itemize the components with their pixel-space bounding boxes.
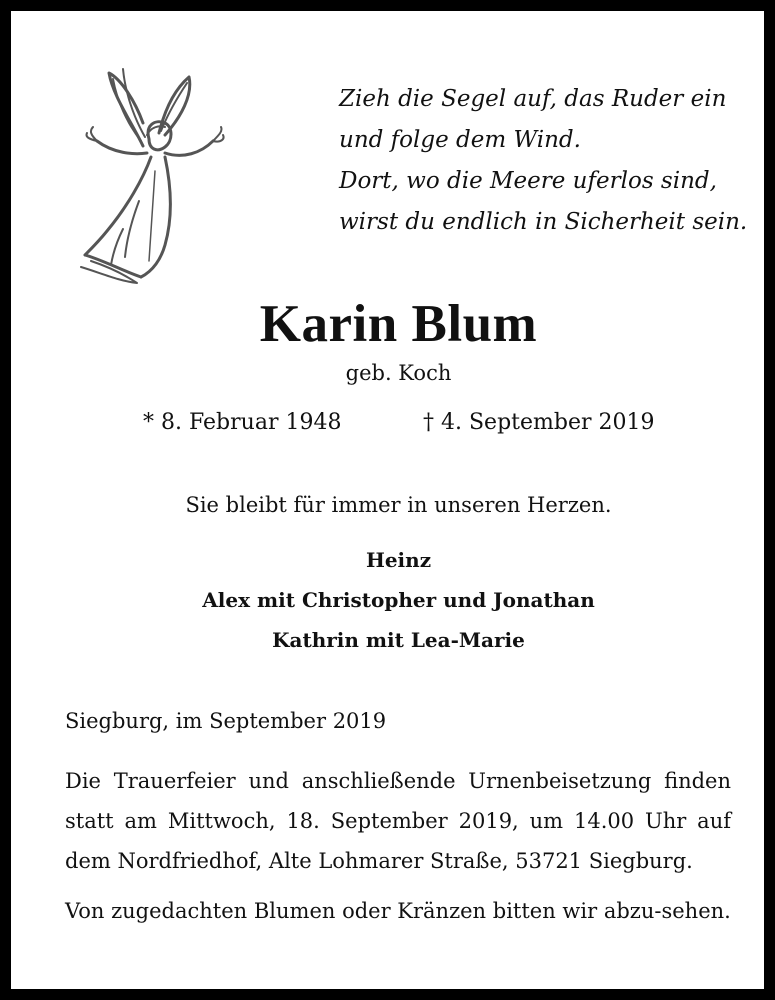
place-date: Siegburg, im September 2019 <box>65 709 387 733</box>
funeral-notice: Die Trauerfeier und anschließende Urnenbeisetzung finden statt am Mittwoch, 18. September 2019, um 14.00 Uhr auf dem Nordfriedhof, Alte Lohmarer Straße, 53721 Siegburg. <box>65 769 731 873</box>
maiden-name: geb. Koch <box>345 361 452 385</box>
death-date: † 4. September 2019 <box>423 410 655 435</box>
birth-date: * 8. Februar 1948 <box>143 410 342 435</box>
poem-line: Dort, wo die Meere uferlos sind, <box>339 168 717 194</box>
poem-line: und folge dem Wind. <box>339 127 581 153</box>
deceased-name: Karin Blum <box>259 295 538 353</box>
poem-line: Zieh die Segel auf, das Ruder ein <box>339 86 727 112</box>
angel-icon <box>61 61 231 286</box>
mourners-list <box>11 540 775 660</box>
motto: Sie bleibt für immer in unseren Herzen. <box>185 493 612 517</box>
poem <box>339 79 759 243</box>
flowers-notice: Von zugedachten Blumen oder Kränzen bitten wir abzu-sehen. <box>65 899 731 923</box>
mourner-line: Alex mit Christopher und Jonathan <box>202 588 595 612</box>
mourner-line: Heinz <box>365 548 432 572</box>
mourner-line: Kathrin mit Lea-Marie <box>272 628 525 652</box>
poem-line: wirst du endlich in Sicherheit sein. <box>339 209 748 235</box>
